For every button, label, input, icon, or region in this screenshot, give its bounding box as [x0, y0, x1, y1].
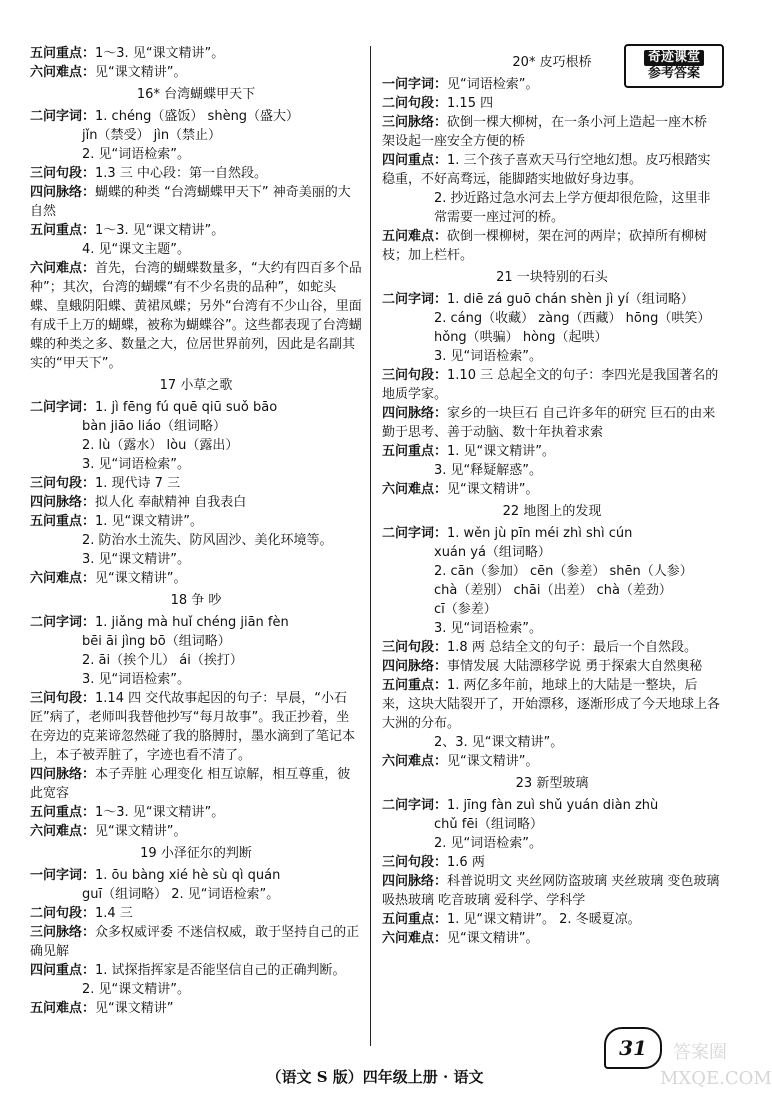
- question-label: 二问字词：: [30, 400, 96, 415]
- answer-continuation: bàn jiāo liáo（组词略）: [82, 419, 227, 434]
- answer-line: [382, 796, 722, 815]
- answer-text: 事情发展 大陆漂移学说 勇于探索大自然奥秘: [447, 659, 703, 674]
- answer-continuation: 2. 抄近路过急水河去上学方便却很危险，这里非常需要一座过河的桥。: [434, 191, 711, 225]
- question-label: 五问重点：: [30, 805, 96, 820]
- answer-text: 众多权威评委 不迷信权威，敢于坚持自己的正确见解: [30, 925, 360, 959]
- question-label: 五问重点：: [382, 444, 448, 459]
- answer-line: [30, 44, 362, 63]
- answer-text: 1. 见“课文精讲”。: [447, 444, 556, 459]
- question-label: 三问脉络：: [30, 925, 96, 940]
- answer-continuation: bēi āi jìng bō（组词略）: [82, 634, 231, 649]
- answer-text: 1～3. 见“课文精讲”。: [95, 805, 225, 820]
- answer-text: 1.8 两 总结全文的句子：最后一个自然段。: [447, 640, 697, 655]
- answer-line: [382, 366, 722, 404]
- answer-text: 1～3. 见“课文精讲”。: [95, 223, 225, 238]
- answer-text: 1. ōu bàng xié hè sù qì quán: [95, 868, 281, 883]
- answer-text: 蝴蝶的种类 “台湾蝴蝶甲天下” 神奇美丽的大自然: [30, 185, 351, 219]
- question-label: 三问句段：: [382, 855, 448, 870]
- answer-line: [30, 493, 362, 512]
- question-label: 三问句段：: [30, 691, 96, 706]
- question-label: 二问句段：: [382, 96, 448, 111]
- answer-continuation: chǔ fēi（组词略）: [434, 817, 543, 832]
- question-label: 二问字词：: [382, 292, 448, 307]
- question-label: 五问难点：: [382, 229, 448, 244]
- answer-continuation: cī（参差）: [434, 602, 497, 617]
- question-label: 三问句段：: [382, 368, 448, 383]
- question-label: 六问难点：: [30, 65, 96, 80]
- answer-line: [30, 107, 362, 126]
- question-label: 三问句段：: [30, 476, 96, 491]
- answer-line: [382, 676, 722, 733]
- answer-text: 见“词语检索”。: [447, 77, 539, 92]
- question-label: 一问字词：: [30, 868, 96, 883]
- left-column: [30, 44, 362, 1018]
- question-label: 四问重点：: [382, 153, 448, 168]
- answer-line: [30, 904, 362, 923]
- answer-text: 1. chéng（盛饭） shèng（盛大）: [95, 109, 300, 124]
- answer-line: [30, 569, 362, 588]
- question-label: 一问字词：: [382, 77, 448, 92]
- question-label: 三问句段：: [30, 166, 96, 181]
- question-label: 二问句段：: [30, 906, 96, 921]
- answer-continuation: 2. 防治水土流失、防风固沙、美化环境等。: [82, 533, 333, 548]
- answer-line: [382, 227, 722, 265]
- answer-text: 首先，台湾的蝴蝶数量多，“大约有四百多个品种”；其次，台湾的蝴蝶“有不少名贵的品种”，如蛇头蝶、皇蛾阴阳蝶、黄裙凤蝶；另外“台湾有不少山谷，里面有成千上万的蝴蝶，被称为蝴蝶谷”。这些都表现了台湾蝴蝶的种类之多、数量之大，位居世界前列，因此是名副其实的“甲天下”。: [30, 261, 362, 371]
- section-title: 16* 台湾蝴蝶甲天下: [136, 87, 256, 102]
- answer-line: [30, 689, 362, 765]
- answer-line: [382, 910, 722, 929]
- answer-line: [30, 961, 362, 980]
- answer-text: 拟人化 奉献精神 自我表白: [95, 495, 247, 510]
- answer-text: 家乡的一块巨石 自己许多年的研究 巨石的由来 勤于思考、善于动脑、数十年执着求索: [382, 406, 720, 440]
- answer-line: [30, 866, 362, 885]
- question-label: 二问字词：: [30, 615, 96, 630]
- answer-continuation: 3. 见“释疑解惑”。: [434, 463, 543, 478]
- badge-line-1: 奇迹课堂: [644, 50, 704, 66]
- answer-line: [30, 803, 362, 822]
- answer-line: [382, 290, 722, 309]
- answer-text: 1.4 三: [95, 906, 133, 921]
- answer-text: 1. 三个孩子喜欢天马行空地幻想。皮巧根踏实稳重，不好高骛远，能脚踏实地做好身边事。: [382, 153, 711, 187]
- answer-text: 见“课文精讲”。: [447, 931, 539, 946]
- question-label: 五问重点：: [30, 46, 96, 61]
- question-label: 二问字词：: [382, 526, 448, 541]
- answer-line: [382, 442, 722, 461]
- answer-text: 本子弄脏 心理变化 相互谅解，相互尊重，彼此宽容: [30, 767, 351, 801]
- watermark-line-1: 答案圈: [673, 1042, 727, 1063]
- answer-text: 1. diē zá guō chán shèn jì yí（组词略）: [447, 292, 694, 307]
- question-label: 六问难点：: [382, 482, 448, 497]
- section-title: 18 争 吵: [170, 593, 222, 608]
- answer-line: [30, 474, 362, 493]
- question-label: 四问重点：: [30, 963, 96, 978]
- answer-text: 1. jì fēng fú quē qiū suǒ bāo: [95, 400, 278, 415]
- answer-line: [382, 872, 722, 910]
- answer-continuation: 4. 见“课文主题”。: [82, 242, 191, 257]
- answer-text: 1.10 三 总起全文的句子：李四光是我国著名的地质学家。: [382, 368, 719, 402]
- answer-continuation: jǐn（禁受） jìn（禁止）: [82, 128, 222, 143]
- answer-line: [30, 221, 362, 240]
- answer-continuation: 2. āi（挨个儿） ái（挨打）: [82, 653, 243, 668]
- answer-line: [382, 151, 722, 189]
- section-title: 19 小泽征尔的判断: [140, 846, 252, 861]
- answer-line: [382, 404, 722, 442]
- answer-continuation: 3. 见“词语检索”。: [434, 349, 543, 364]
- answer-line: [382, 480, 722, 499]
- answer-continuation: 3. 见“词语检索”。: [82, 457, 191, 472]
- answer-text: 见“课文精讲”。: [95, 571, 187, 586]
- answer-line: [30, 259, 362, 373]
- answer-line: [30, 183, 362, 221]
- answer-text: 见“课文精讲”。: [95, 65, 187, 80]
- answer-continuation: 2. 见“课文精讲”。: [82, 982, 191, 997]
- answer-line: [382, 929, 722, 948]
- page-footer: （语文 S 版）四年级上册 · 语文: [266, 1068, 484, 1086]
- question-label: 五问重点：: [30, 514, 96, 529]
- answer-text: 砍倒一棵大柳树，在一条小河上造起一座木桥 架设起一座安全方便的桥: [382, 115, 712, 149]
- question-label: 五问重点：: [30, 223, 96, 238]
- answer-text: 1.6 两: [447, 855, 485, 870]
- question-label: 六问难点：: [30, 571, 96, 586]
- question-label: 六问难点：: [30, 824, 96, 839]
- answer-line: [30, 923, 362, 961]
- question-label: 五问重点：: [382, 678, 448, 693]
- column-divider: [370, 46, 371, 1046]
- section-title: 17 小草之歌: [159, 378, 233, 393]
- section-title: 21 一块特别的石头: [496, 270, 608, 285]
- answer-line: [30, 398, 362, 417]
- section-title: 23 新型玻璃: [515, 776, 589, 791]
- answer-text: 见“课文精讲”: [95, 1001, 174, 1016]
- watermark-line-2: MXQE.COM: [660, 1068, 772, 1089]
- answer-line: [30, 613, 362, 632]
- answer-continuation: chà（差别） chāi（出差） chà（差劲）: [434, 583, 672, 598]
- question-label: 四问脉络：: [30, 185, 96, 200]
- answer-text: 1. 试探指挥家是否能坚信自己的正确判断。: [95, 963, 346, 978]
- question-label: 五问难点：: [30, 1001, 96, 1016]
- question-label: 四问脉络：: [30, 495, 96, 510]
- answer-line: [382, 113, 722, 151]
- answer-line: [382, 94, 722, 113]
- question-label: 二问字词：: [382, 798, 448, 813]
- answer-text: 见“课文精讲”。: [447, 754, 539, 769]
- answer-continuation: 2. cān（参加） cēn（参差） shēn（人参）: [434, 564, 693, 579]
- question-label: 六问难点：: [382, 931, 448, 946]
- question-label: 二问字词：: [30, 109, 96, 124]
- answer-continuation: 3. 见“课文精讲”。: [82, 552, 191, 567]
- answer-line: [382, 853, 722, 872]
- answer-text: 科普说明文 夹丝网防盗玻璃 夹丝玻璃 变色玻璃 吸热玻璃 吃音玻璃 爱科学、学科学: [382, 874, 724, 908]
- answer-line: [30, 765, 362, 803]
- right-column: [382, 50, 722, 948]
- section-title: 20* 皮巧根桥: [512, 55, 592, 70]
- answer-text: 1. jīng fàn zuì shǔ yuán diàn zhù: [447, 798, 659, 813]
- answer-text: 见“课文精讲”。: [447, 482, 539, 497]
- question-label: 六问难点：: [30, 261, 96, 276]
- answer-continuation: guī（组词略） 2. 见“词语检索”。: [82, 887, 280, 902]
- answer-line: [30, 164, 362, 183]
- answer-text: 1. 见“课文精讲”。 2. 冬暖夏凉。: [447, 912, 641, 927]
- badge-line-2: 参考答案: [647, 66, 700, 81]
- question-label: 四问脉络：: [382, 659, 448, 674]
- section-title: 22 地图上的发现: [502, 504, 602, 519]
- answer-continuation: 2、3. 见“课文精讲”。: [434, 735, 564, 750]
- answer-text: 1. jiǎng mà huǐ chéng jiān fèn: [95, 615, 289, 630]
- answer-line: [382, 657, 722, 676]
- answer-text: 1. 现代诗 7 三: [95, 476, 181, 491]
- answer-line: [30, 822, 362, 841]
- answer-continuation: 2. cáng（收藏） zàng（西藏） hōng（哄笑） hǒng（哄骗） hòng（起哄）: [434, 311, 715, 345]
- answer-text: 1. 两亿多年前，地球上的大陆是一整块，后来，这块大陆裂开了，开始漂移，逐渐形成了今天地球上各大洲的分布。: [382, 678, 721, 731]
- question-label: 三问句段：: [382, 640, 448, 655]
- answer-text: 1. wěn jù pīn méi zhì shì cún: [447, 526, 633, 541]
- answer-line: [30, 999, 362, 1018]
- page-number: 31: [604, 1027, 662, 1069]
- answer-text: 见“课文精讲”。: [95, 824, 187, 839]
- question-label: 四问脉络：: [382, 406, 448, 421]
- answer-continuation: 3. 见“词语检索”。: [434, 621, 543, 636]
- question-label: 四问脉络：: [30, 767, 96, 782]
- answer-line: [382, 524, 722, 543]
- answer-continuation: xuán yá（组词略）: [434, 545, 551, 560]
- answer-line: [382, 638, 722, 657]
- answer-text: 1.15 四: [447, 96, 494, 111]
- answer-continuation: 2. lù（露水） lòu（露出）: [82, 438, 239, 453]
- answer-continuation: 2. 见“词语检索”。: [82, 147, 191, 162]
- question-label: 六问难点：: [382, 754, 448, 769]
- answer-continuation: 3. 见“词语检索”。: [82, 672, 191, 687]
- question-label: 三问脉络：: [382, 115, 448, 130]
- question-label: 四问脉络：: [382, 874, 448, 889]
- answer-continuation: 2. 见“词语检索”。: [434, 836, 543, 851]
- answer-text: 砍倒一棵柳树，架在河的两岸；砍掉所有柳树枝；加上栏杆。: [382, 229, 708, 263]
- answer-text: 1.14 四 交代故事起因的句子：早晨，“小石匠”病了，老师叫我替他抄写“每月故事”。我正抄着，坐在旁边的克莱谛忽然碰了我的胳膊肘，墨水滴到了笔记本上，本子被弄脏了，字迹也看不清了。: [30, 691, 356, 763]
- answer-text: 1.3 三 中心段：第一自然段。: [95, 166, 267, 181]
- answer-text: 1～3. 见“课文精讲”。: [95, 46, 225, 61]
- answer-line: [382, 752, 722, 771]
- answer-line: [382, 75, 722, 94]
- question-label: 五问重点：: [382, 912, 448, 927]
- answer-text: 1. 见“课文精讲”。: [95, 514, 204, 529]
- answer-line: [30, 512, 362, 531]
- answer-line: [30, 63, 362, 82]
